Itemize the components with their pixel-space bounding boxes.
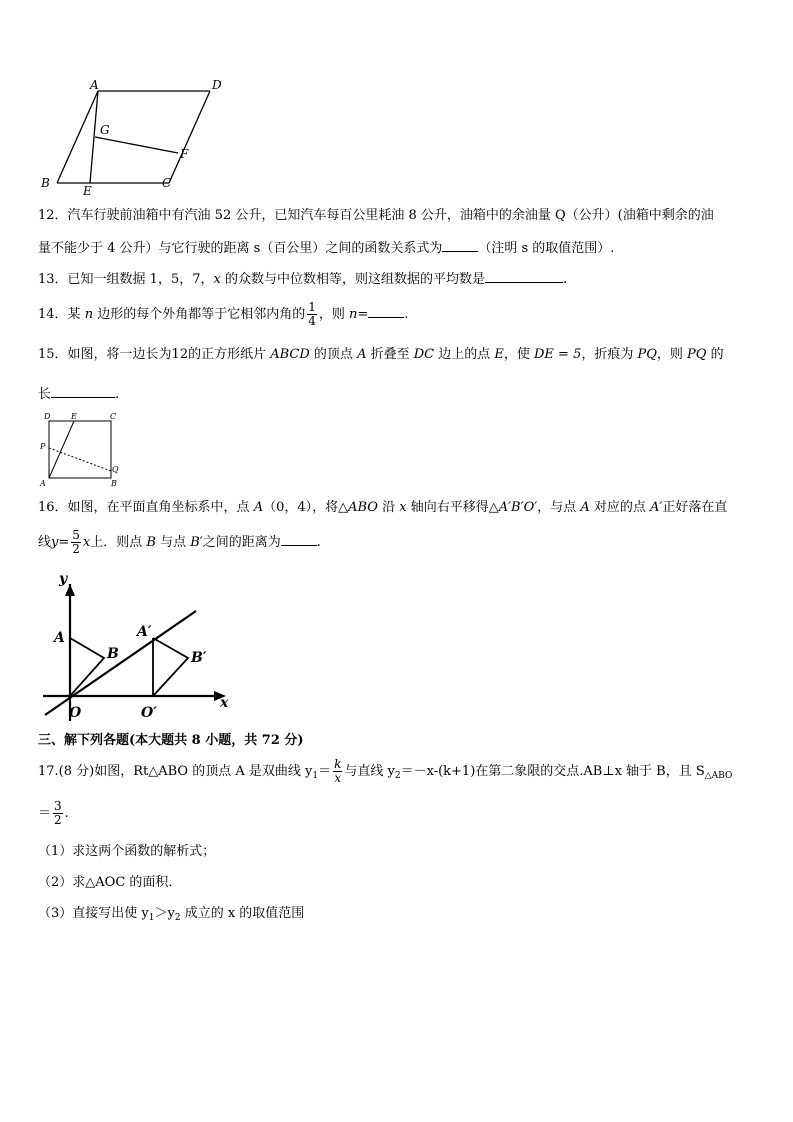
fraction-three-halves: $\frac{3}{2}$ <box>54 799 62 827</box>
q17-item-2: （2）求△AOC 的面积． <box>38 875 182 890</box>
label-A: A <box>54 630 65 646</box>
coordinate-translation-figure <box>38 566 238 726</box>
q15-line1: 15．如图，将一边长为12的正方形纸片 ABCD 的顶点 A 折叠至 DC 边上的点 E，使 DE = 5，折痕为 PQ，则 PQ 的 <box>38 347 724 362</box>
label-x-axis: x <box>220 695 229 711</box>
answer-blank <box>281 533 317 546</box>
q12-line1: 12．汽车行驶前油箱中有汽油 52 公升，已知汽车每百公里耗油 8 公升，油箱中的余油量 Q（公升）(油箱中剩余的油 <box>38 208 714 223</box>
label-P: P <box>40 442 46 451</box>
label-B: B <box>41 176 50 190</box>
q12-line2: 量不能少于 4 公升）与它行驶的距离 s（百公里）之间的函数关系式为 （注明 s 的取值范围）. <box>38 241 615 256</box>
q14: 14．某 n 边形的每个外角都等于它相邻内角的 $\frac{1}{4}$ ，则 n= . <box>38 300 409 328</box>
label-A: A <box>90 78 99 92</box>
label-A: A <box>40 479 46 488</box>
answer-blank <box>442 239 478 252</box>
q15-line2: 长 . <box>38 387 120 402</box>
label-B: B <box>107 646 119 662</box>
label-G: G <box>100 123 110 137</box>
fraction-one-fourth: $\frac{1}{4}$ <box>308 300 316 328</box>
q17-line1: 17.(8 分)如图，Rt△ABO 的顶点 A 是双曲线 $y_1=$ $\frac{k}{x}$ 与直线 $y_2=-x-(k+1)$在第二象限的交点.AB⊥x 轴于 B，且 $S_{\triangle ABO}$ <box>38 757 733 785</box>
answer-blank <box>51 385 115 398</box>
label-B: B <box>111 479 117 488</box>
label-C: C <box>162 176 172 190</box>
square-fold-figure <box>36 408 126 488</box>
q17-line2: ＝ $\frac{3}{2}$ . <box>38 799 69 827</box>
parallelogram-figure <box>35 76 235 196</box>
label-F: F <box>180 147 189 161</box>
q16-line2: 线y= $\frac{5}{2}$ x上．则点 B 与点 B′之间的距离为 . <box>38 528 321 556</box>
label-A-prime: A′ <box>137 624 152 640</box>
label-C: C <box>110 412 117 421</box>
label-D: D <box>212 78 222 92</box>
fraction-k-over-x: $\frac{k}{x}$ <box>334 757 342 785</box>
label-O: O <box>69 705 82 721</box>
label-E: E <box>83 184 92 196</box>
q16-line1: 16．如图，在平面直角坐标系中，点 A（0，4），将△ABO 沿 x 轴向右平移得△A′B′O′，与点 A 对应的点 A′正好落在直 <box>38 500 728 515</box>
label-D: D <box>44 412 51 421</box>
label-O-prime: O′ <box>141 705 157 721</box>
answer-blank <box>485 270 563 283</box>
label-B-prime: B′ <box>191 650 207 666</box>
label-E: E <box>71 412 77 421</box>
q17-item-3: （3）直接写出使 $y_1>y_2$ 成立的 x 的取值范围 <box>38 906 305 923</box>
label-Q: Q <box>112 465 119 474</box>
answer-blank <box>368 305 404 318</box>
label-y-axis: y <box>59 571 68 587</box>
section-3-heading: 三、解下列各题(本大题共 8 小题，共 72 分) <box>38 733 304 748</box>
q13: 13．已知一组数据 1，5，7，x 的众数与中位数相等，则这组数据的平均数是 . <box>38 272 568 287</box>
fraction-five-halves: $\frac{5}{2}$ <box>72 528 80 556</box>
q17-item-1: （1）求这两个函数的解析式； <box>38 844 216 859</box>
